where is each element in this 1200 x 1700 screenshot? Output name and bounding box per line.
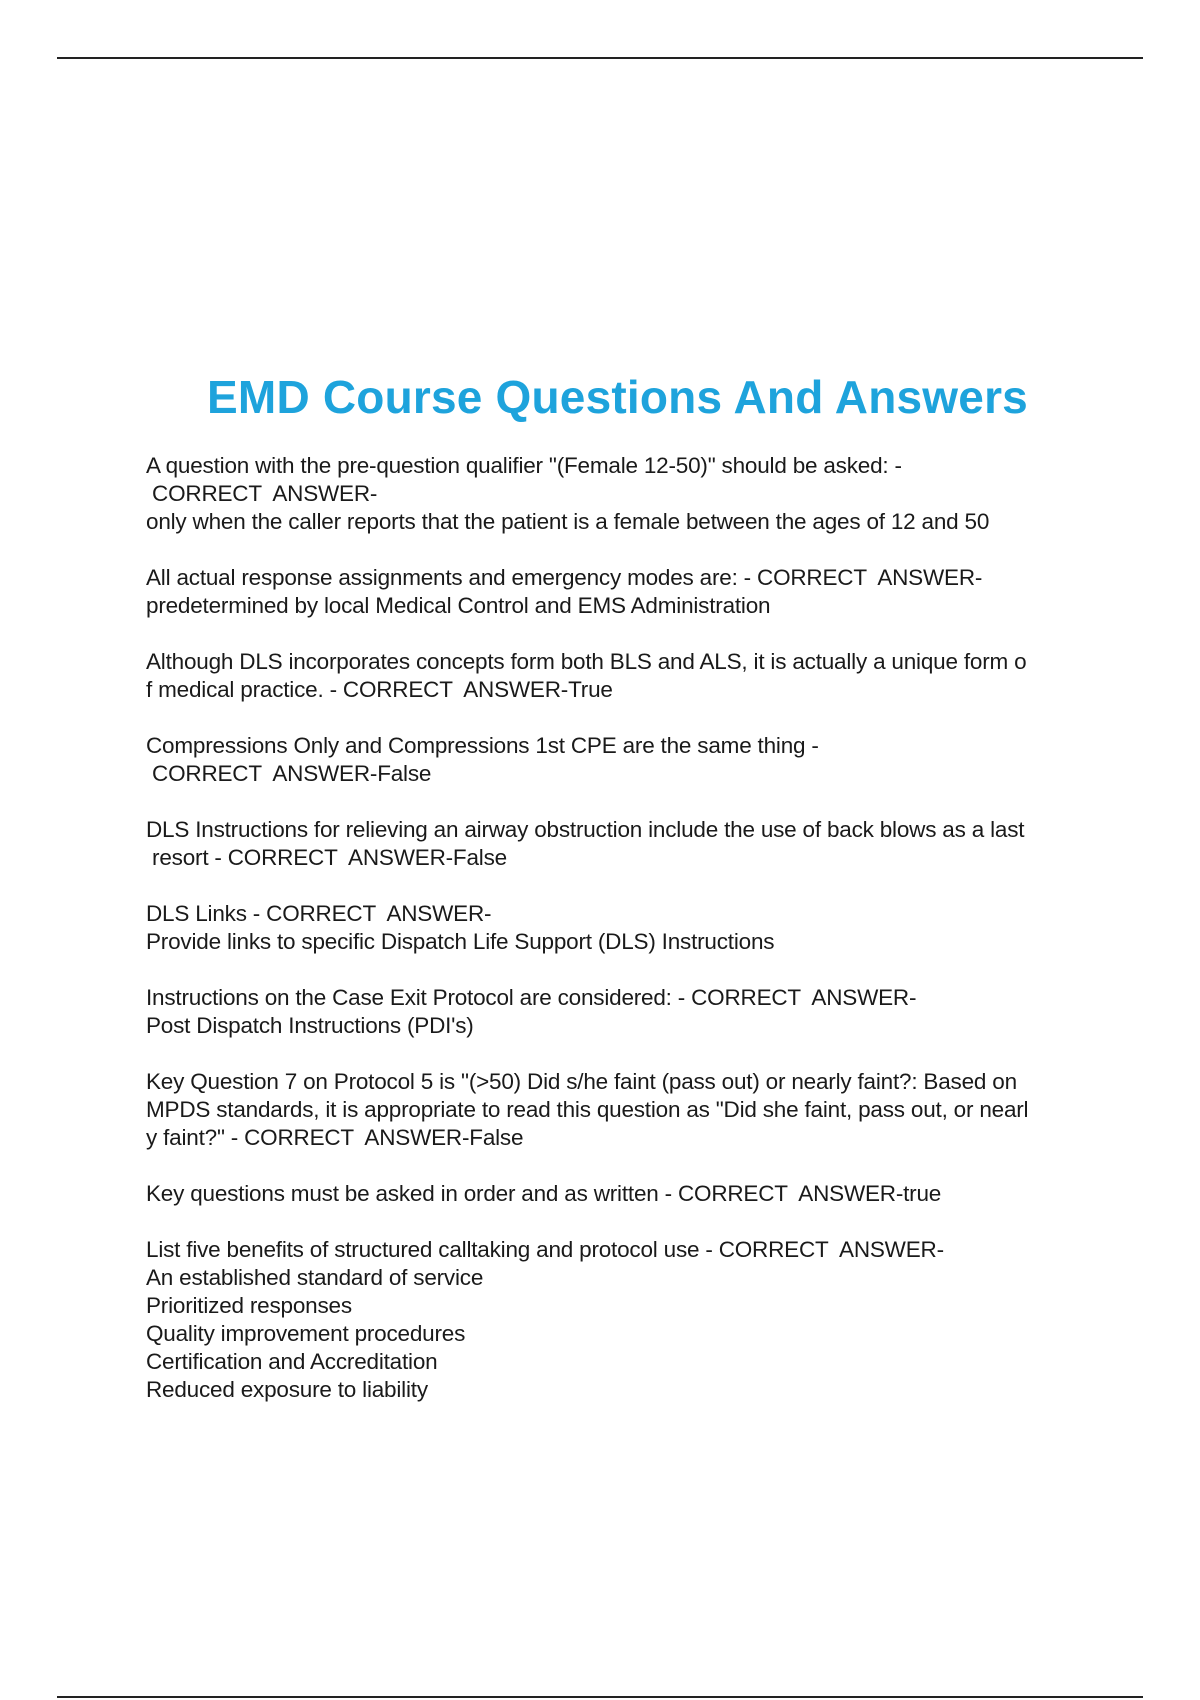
qa-item xyxy=(146,984,1096,1040)
qa-item xyxy=(146,1236,1096,1404)
qa-item xyxy=(146,732,1096,788)
qa-line: Compressions Only and Compressions 1st CPE are the same thing - xyxy=(146,733,819,758)
qa-line: An established standard of service xyxy=(146,1265,484,1290)
qa-item xyxy=(146,452,1096,536)
qa-line: Key Question 7 on Protocol 5 is "(>50) Did s/he faint (pass out) or nearly faint?: Based on xyxy=(146,1069,1017,1094)
qa-line: DLS Links - CORRECT ANSWER- xyxy=(146,901,492,926)
qa-line: Provide links to specific Dispatch Life Support (DLS) Instructions xyxy=(146,929,775,954)
qa-line: predetermined by local Medical Control and EMS Administration xyxy=(146,593,771,618)
qa-item xyxy=(146,900,1096,956)
qa-line: f medical practice. - CORRECT ANSWER-True xyxy=(146,677,613,702)
qa-line: Certification and Accreditation xyxy=(146,1349,438,1374)
qa-list xyxy=(146,452,1096,1432)
qa-item xyxy=(146,564,1096,620)
qa-line: Post Dispatch Instructions (PDI's) xyxy=(146,1013,474,1038)
qa-item xyxy=(146,1068,1096,1152)
qa-line: All actual response assignments and emergency modes are: - CORRECT ANSWER- xyxy=(146,565,983,590)
top-rule xyxy=(57,57,1143,59)
qa-line: List five benefits of structured calltaking and protocol use - CORRECT ANSWER- xyxy=(146,1237,944,1262)
qa-line: Although DLS incorporates concepts form both BLS and ALS, it is actually a unique form o xyxy=(146,649,1027,674)
bottom-rule xyxy=(57,1696,1143,1698)
qa-line: A question with the pre-question qualifier "(Female 12-50)" should be asked: - xyxy=(146,453,902,478)
qa-line: CORRECT ANSWER- xyxy=(146,481,378,506)
qa-line: y faint?" - CORRECT ANSWER-False xyxy=(146,1125,524,1150)
qa-line: Reduced exposure to liability xyxy=(146,1377,428,1402)
qa-item xyxy=(146,648,1096,704)
qa-line: DLS Instructions for relieving an airway obstruction include the use of back blows as a last xyxy=(146,817,1025,842)
qa-line: CORRECT ANSWER-False xyxy=(146,761,432,786)
page-title: EMD Course Questions And Answers xyxy=(207,370,1028,423)
qa-item xyxy=(146,816,1096,872)
qa-item xyxy=(146,1180,1096,1208)
qa-line: Quality improvement procedures xyxy=(146,1321,466,1346)
qa-line: Key questions must be asked in order and as written - CORRECT ANSWER-true xyxy=(146,1181,942,1206)
qa-line: only when the caller reports that the patient is a female between the ages of 12 and 50 xyxy=(146,509,990,534)
qa-line: Instructions on the Case Exit Protocol are considered: - CORRECT ANSWER- xyxy=(146,985,917,1010)
qa-line: Prioritized responses xyxy=(146,1293,352,1318)
qa-line: MPDS standards, it is appropriate to read this question as "Did she faint, pass out, or nearl xyxy=(146,1097,1029,1122)
qa-line: resort - CORRECT ANSWER-False xyxy=(146,845,507,870)
